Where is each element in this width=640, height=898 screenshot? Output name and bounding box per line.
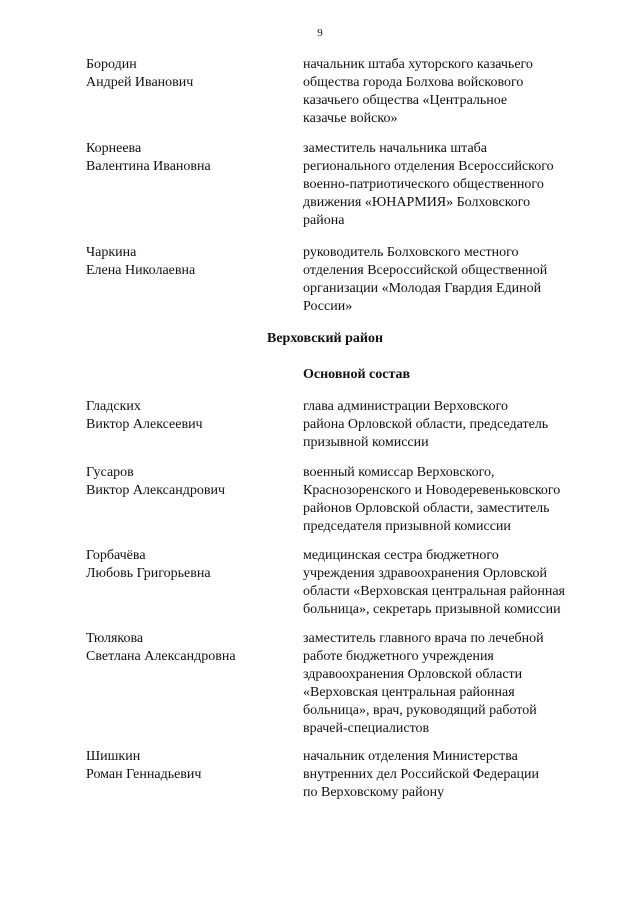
member-surname: Горбачёва xyxy=(86,548,146,563)
role-line: глава администрации Верховского xyxy=(303,399,508,414)
page-number: 9 xyxy=(317,27,323,39)
member-surname: Гусаров xyxy=(86,465,134,480)
member-name xyxy=(86,56,286,92)
role-line: казачьего общества «Центральное xyxy=(303,93,508,108)
section-heading: Основной состав xyxy=(303,367,411,382)
role-line: районов Орловской области, заместитель xyxy=(303,501,550,516)
role-line: председателя призывной комиссии xyxy=(303,519,511,534)
district-heading: Верховский район xyxy=(267,331,384,346)
role-line: военно-патриотического общественного xyxy=(303,177,544,192)
role-line: по Верховскому району xyxy=(303,785,445,800)
role-line: области «Верховская центральная районная xyxy=(303,584,565,599)
member-surname: Корнеева xyxy=(86,141,142,156)
member-role xyxy=(303,748,603,802)
member-given-names: Светлана Александровна xyxy=(86,649,236,664)
role-line: России» xyxy=(303,299,353,314)
role-line: отделения Всероссийской общественной xyxy=(303,263,548,278)
role-line: казачье войско» xyxy=(303,111,398,126)
role-line: больница», секретарь призывной комиссии xyxy=(303,602,561,617)
member-role xyxy=(303,464,603,536)
role-line: здравоохранения Орловской области xyxy=(303,667,523,682)
role-line: регионального отделения Всероссийского xyxy=(303,159,554,174)
member-name xyxy=(86,140,286,176)
role-line: начальник отделения Министерства xyxy=(303,749,518,764)
role-line: внутренних дел Российской Федерации xyxy=(303,767,540,782)
role-line: учреждения здравоохранения Орловской xyxy=(303,566,548,581)
role-line: района Орловской области, председатель xyxy=(303,417,549,432)
role-line: призывной комиссии xyxy=(303,435,429,450)
role-line: общества города Болхова войскового xyxy=(303,75,524,90)
member-name xyxy=(86,464,286,500)
member-given-names: Елена Николаевна xyxy=(86,263,196,278)
member-surname: Гладских xyxy=(86,399,141,414)
member-given-names: Андрей Иванович xyxy=(86,75,194,90)
role-line: района xyxy=(303,213,345,228)
role-line: организации «Молодая Гвардия Единой xyxy=(303,281,542,296)
role-line: врачей-специалистов xyxy=(303,721,430,736)
role-line: движения «ЮНАРМИЯ» Болховского xyxy=(303,195,531,210)
member-name xyxy=(86,547,286,583)
role-line: заместитель главного врача по лечебной xyxy=(303,631,544,646)
member-given-names: Виктор Алексеевич xyxy=(86,417,203,432)
member-surname: Шишкин xyxy=(86,749,141,764)
role-line: начальник штаба хуторского казачьего xyxy=(303,57,533,72)
member-surname: Бородин xyxy=(86,57,137,72)
member-role xyxy=(303,56,603,128)
member-given-names: Любовь Григорьевна xyxy=(86,566,211,581)
member-role xyxy=(303,630,603,738)
member-role xyxy=(303,244,603,316)
role-line: заместитель начальника штаба xyxy=(303,141,487,156)
role-line: военный комиссар Верховского, xyxy=(303,465,495,480)
member-name xyxy=(86,244,286,280)
role-line: больница», врач, руководящий работой xyxy=(303,703,537,718)
member-name xyxy=(86,748,286,784)
role-line: Краснозоренского и Новодеревеньковского xyxy=(303,483,561,498)
member-name xyxy=(86,630,286,666)
member-surname: Тюлякова xyxy=(86,631,144,646)
role-line: руководитель Болховского местного xyxy=(303,245,519,260)
member-name xyxy=(86,398,286,434)
role-line: медицинская сестра бюджетного xyxy=(303,548,499,563)
member-surname: Чаркина xyxy=(86,245,137,260)
member-role xyxy=(303,398,603,452)
role-line: «Верховская центральная районная xyxy=(303,685,515,700)
role-line: работе бюджетного учреждения xyxy=(303,649,494,664)
member-given-names: Виктор Александрович xyxy=(86,483,226,498)
member-role xyxy=(303,140,603,230)
member-given-names: Валентина Ивановна xyxy=(86,159,211,174)
member-given-names: Роман Геннадьевич xyxy=(86,767,202,782)
member-role xyxy=(303,547,603,619)
